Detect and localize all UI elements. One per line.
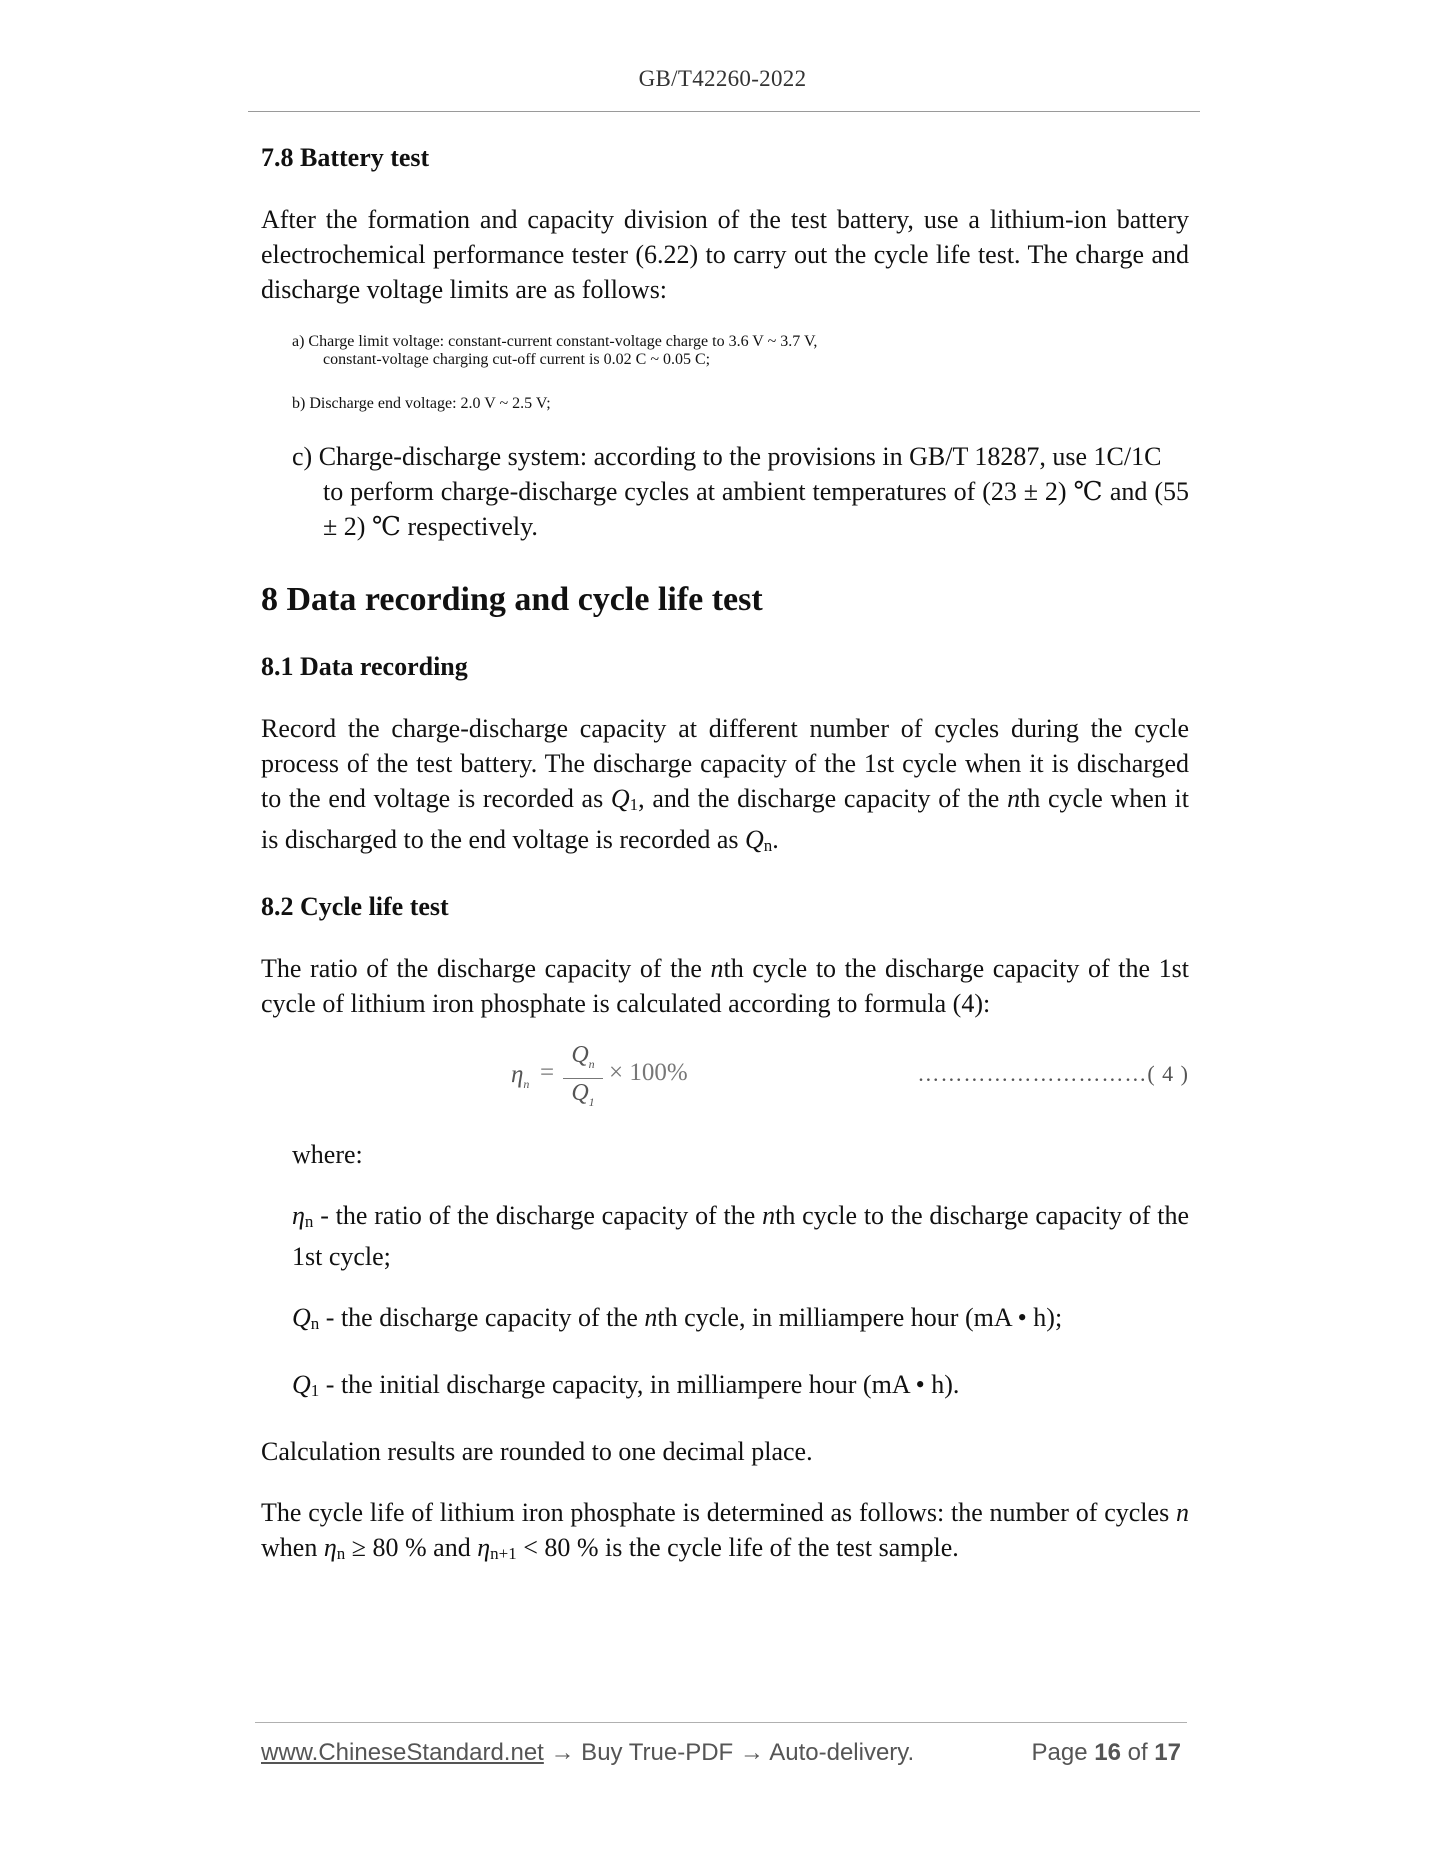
section-8-heading: 8 Data recording and cycle life test: [261, 581, 763, 618]
definition-q-1: $Q_1$ - the initial discharge capacity, in milliampere hour (mA • h).: [292, 1370, 960, 1400]
cycle-life-definition: The cycle life of lithium iron phosphate is determined as follows: the number of cycles n when $\eta_n \ge 80$ % and $\eta_{n+1} < 80$ % is the cycle life of the test sample.: [261, 1498, 1189, 1563]
footer-promo: → Buy True-PDF → Auto-delivery.: [543, 1739, 915, 1766]
formula-times-100: × 100%: [609, 1059, 688, 1086]
standard-code-header: GB/T42260-2022: [638, 66, 807, 91]
section-7-8-heading: 7.8 Battery test: [261, 143, 430, 172]
section-7-8-intro: After the formation and capacity division of the test battery, use a lithium-ion battery electrochemical performance tester (6.22) to carry out the cycle life test. The charge and discharge voltage limits are as follows:: [261, 205, 1189, 304]
section-8-2-intro: The ratio of the discharge capacity of the nth cycle to the discharge capacity of the 1st cycle of lithium iron phosphate is calculated according to formula (4):: [261, 954, 1189, 1018]
list-item-c-line2: to perform charge-discharge cycles at ambient temperatures of (23 ± 2) ℃ and (55 ± 2) ℃ respectively.: [323, 477, 1189, 541]
list-item-a-line1: a) Charge limit voltage: constant-current constant-voltage charge to 3.6 V ~ 3.7 V,: [292, 333, 818, 350]
rounding-note: Calculation results are rounded to one decimal place.: [261, 1437, 813, 1466]
page-total: 17: [1154, 1739, 1181, 1766]
where-label: where:: [292, 1140, 363, 1169]
footer-divider: [255, 1722, 1187, 1723]
list-item-a-line2: constant-voltage charging cut-off current is 0.02 C ~ 0.05 C;: [323, 351, 711, 368]
formula-denominator: $Q_1$: [571, 1079, 595, 1109]
definition-eta-n: $\eta_n$ - the ratio of the discharge capacity of the nth cycle to the discharge capacity of the 1st cycle;: [292, 1201, 1190, 1271]
list-item-b: [261, 395, 1189, 413]
list-item-c: [261, 439, 1189, 544]
section-8-2-heading: 8.2 Cycle life test: [261, 892, 449, 921]
formula-equals: =: [540, 1059, 555, 1086]
section-8-1-heading: 8.1 Data recording: [261, 652, 468, 681]
list-item-b-line1: b) Discharge end voltage: 2.0 V ~ 2.5 V;: [292, 395, 551, 412]
formula-fraction: [563, 1041, 603, 1116]
page-current: 16: [1094, 1739, 1121, 1766]
page-footer: [261, 1739, 1181, 1767]
page-indicator: Page 16 of 17: [1031, 1739, 1181, 1766]
chinese-standard-link[interactable]: www.ChineseStandard.net: [261, 1739, 544, 1766]
formula-4: [261, 1039, 1189, 1119]
formula-eta: $\eta_n$: [511, 1061, 530, 1091]
list-item-a: [261, 333, 1189, 369]
definition-q-n: $Q_n$ - the discharge capacity of the nth cycle, in milliampere hour (mA • h);: [292, 1303, 1063, 1333]
header-divider: [248, 111, 1200, 112]
list-item-c-line1: c) Charge-discharge system: according to the provisions in GB/T 18287, use 1C/1C: [292, 442, 1162, 471]
formula-numerator: $Q_n$: [563, 1041, 603, 1079]
page-content: [261, 140, 1189, 1571]
section-8-1-text: Record the charge-discharge capacity at different number of cycles during the cycle process of the test battery. The discharge capacity of the 1st cycle when it is discharged to the end voltage is recorded as $Q_1$, and the discharge capacity of the nth cycle when it is discharged to the end voltage is recorded as $Q_n$.: [261, 714, 1189, 855]
formula-number: …………………………( 4 ): [917, 1061, 1189, 1086]
